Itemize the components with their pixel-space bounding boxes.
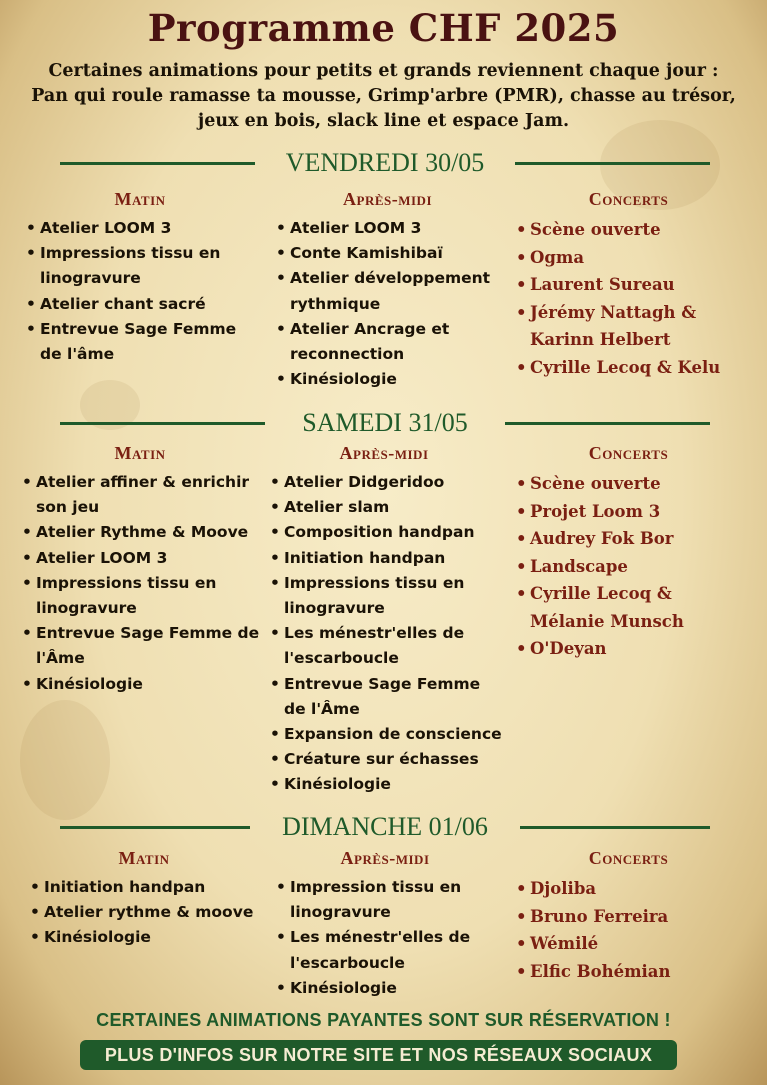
concert-list: [510, 216, 747, 381]
list-item: • Djoliba: [530, 875, 747, 903]
activity-list: [24, 875, 264, 951]
column-title: Concerts: [588, 443, 669, 463]
activity-list: [270, 216, 505, 392]
list-item: • Les ménestr'elles de l'escarboucle: [290, 925, 500, 975]
intro-line: Certaines animations pour petits et grands reviennent chaque jour :: [48, 61, 719, 81]
intro-line: Pan qui roule ramasse ta mousse, Grimp'arbre (PMR), chasse au trésor,: [31, 86, 736, 106]
list-item: • Atelier Ancrage et reconnection: [290, 317, 505, 367]
column-title: Matin: [114, 443, 166, 463]
column-matin: [16, 440, 264, 697]
list-item: • Cyrille Lecoq & Mélanie Munsch: [530, 580, 747, 635]
list-item: • Impressions tissu en linogravure: [284, 571, 504, 621]
column-concerts: [510, 845, 747, 985]
column-title: Matin: [114, 189, 166, 209]
column-title: Concerts: [588, 848, 669, 868]
list-item: • Atelier Rythme & Moove: [36, 520, 264, 545]
list-item: • Bruno Ferreira: [530, 903, 747, 931]
list-item: • Atelier LOOM 3: [36, 546, 264, 571]
column-matin: [24, 845, 264, 951]
list-item: • Initiation handpan: [44, 875, 264, 900]
list-item: • Créature sur échasses: [284, 747, 504, 772]
list-item: • Atelier développement rythmique: [290, 266, 505, 316]
list-item: • Kinésiologie: [290, 976, 500, 1001]
activity-list: [264, 470, 504, 798]
list-item: • Les ménestr'elles de l'escarboucle: [284, 621, 504, 671]
list-item: • Kinésiologie: [290, 367, 505, 392]
activity-list: [20, 216, 260, 367]
day-heading-vendredi: [60, 146, 710, 180]
activity-list: [16, 470, 264, 697]
concert-list: [510, 470, 747, 663]
page-title: Programme CHF 2025: [147, 6, 620, 50]
list-item: • Atelier slam: [284, 495, 504, 520]
list-item: • Composition handpan: [284, 520, 504, 545]
list-item: • O'Deyan: [530, 635, 747, 663]
list-item: • Impression tissu en linogravure: [290, 875, 500, 925]
list-item: • Atelier rythme & moove: [44, 900, 264, 925]
list-item: • Entrevue Sage Femme de l'âme: [40, 317, 260, 367]
list-item: • Impressions tissu en linogravure: [36, 571, 264, 621]
day-label: SAMEDI 31/05: [302, 408, 468, 437]
info-banner: PLUS D'INFOS SUR NOTRE SITE ET NOS RÉSEAUX SOCIAUX: [80, 1040, 677, 1070]
column-title: Après-midi: [340, 848, 430, 868]
list-item: • Atelier LOOM 3: [40, 216, 260, 241]
list-item: • Entrevue Sage Femme de l'Âme: [36, 621, 264, 671]
column-concerts: [510, 440, 747, 663]
list-item: • Scène ouverte: [530, 470, 747, 498]
day-label: VENDREDI 30/05: [285, 148, 485, 177]
column-matin: [20, 186, 260, 367]
list-item: • Atelier affiner & enrichir son jeu: [36, 470, 264, 520]
column-concerts: [510, 186, 747, 381]
list-item: • Jérémy Nattagh & Karinn Helbert: [530, 299, 747, 354]
list-item: • Cyrille Lecoq & Kelu: [530, 354, 747, 382]
list-item: • Kinésiologie: [44, 925, 264, 950]
column-title: Après-midi: [343, 189, 432, 209]
list-item: • Projet Loom 3: [530, 498, 747, 526]
list-item: • Initiation handpan: [284, 546, 504, 571]
list-item: • Entrevue Sage Femme de l'Âme: [284, 672, 504, 722]
list-item: • Ogma: [530, 244, 747, 272]
list-item: • Landscape: [530, 553, 747, 581]
concert-list: [510, 875, 747, 985]
list-item: • Wémilé: [530, 930, 747, 958]
list-item: • Atelier Didgeridoo: [284, 470, 504, 495]
intro-line: jeux en bois, slack line et espace Jam.: [197, 111, 570, 131]
list-item: • Laurent Sureau: [530, 271, 747, 299]
list-item: • Atelier chant sacré: [40, 292, 260, 317]
list-item: • Kinésiologie: [36, 672, 264, 697]
activity-list: [270, 875, 500, 1001]
column-apres-midi: [270, 186, 505, 392]
intro-text: [20, 59, 747, 134]
column-title: Après-midi: [339, 443, 429, 463]
column-title: Concerts: [588, 189, 669, 209]
list-item: • Audrey Fok Bor: [530, 525, 747, 553]
list-item: • Kinésiologie: [284, 772, 504, 797]
column-title: Matin: [118, 848, 170, 868]
column-apres-midi: [264, 440, 504, 798]
list-item: • Elfic Bohémian: [530, 958, 747, 986]
list-item: • Atelier LOOM 3: [290, 216, 505, 241]
reservation-note: CERTAINES ANIMATIONS PAYANTES SONT SUR RÉSERVATION !: [96, 1010, 671, 1030]
list-item: • Scène ouverte: [530, 216, 747, 244]
day-heading-dimanche: [60, 810, 710, 844]
list-item: • Conte Kamishibaï: [290, 241, 505, 266]
day-heading-samedi: [60, 406, 710, 440]
list-item: • Expansion de conscience: [284, 722, 504, 747]
list-item: • Impressions tissu en linogravure: [40, 241, 260, 291]
column-apres-midi: [270, 845, 500, 1001]
day-label: DIMANCHE 01/06: [282, 812, 488, 841]
